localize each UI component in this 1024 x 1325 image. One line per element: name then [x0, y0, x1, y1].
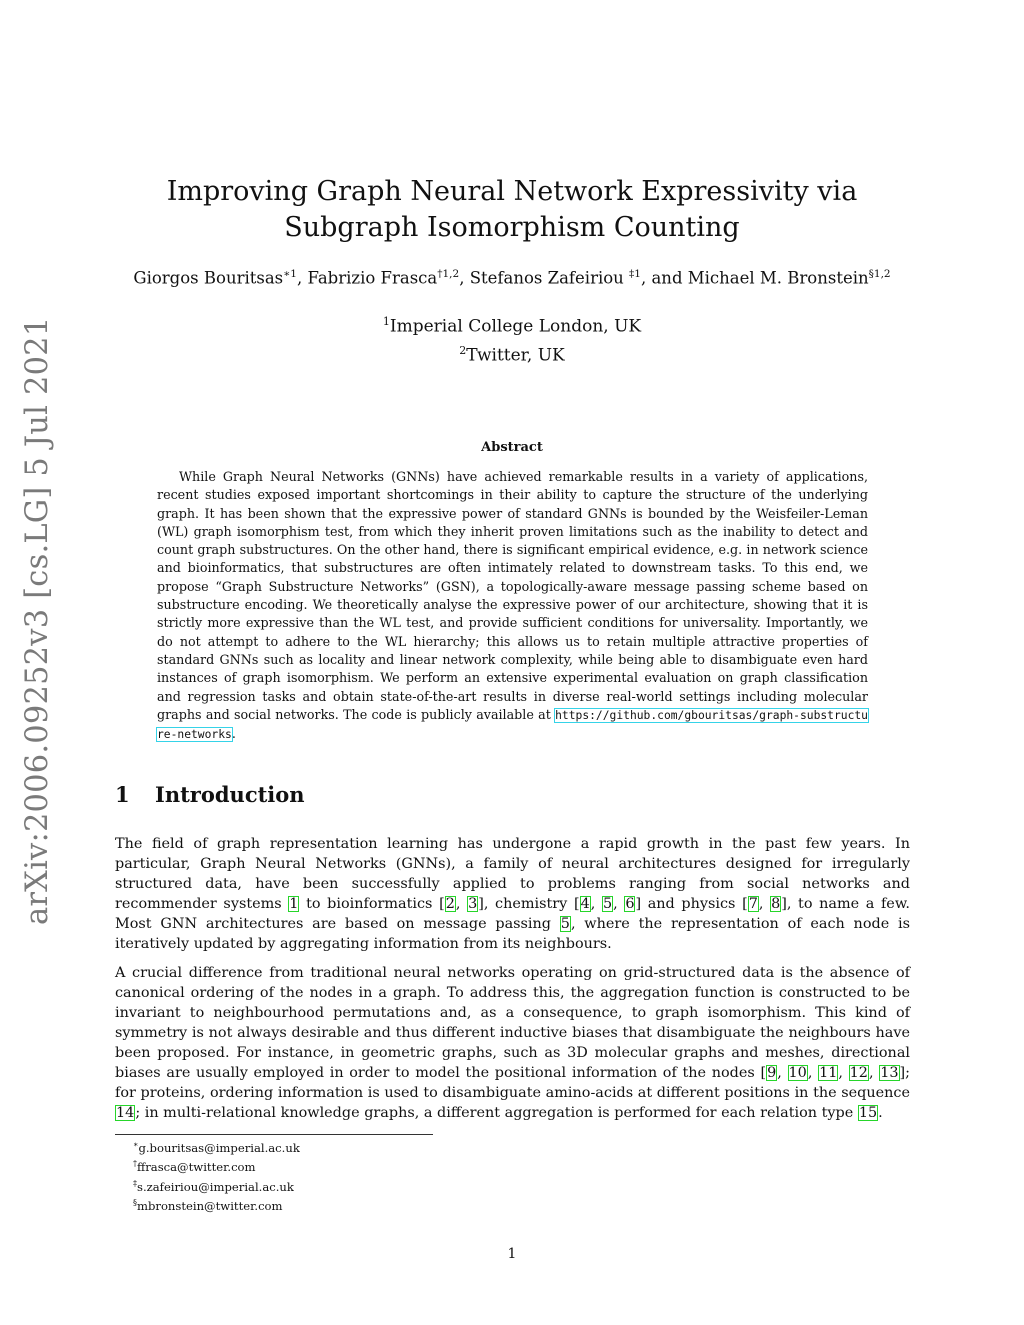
paragraph-text: , — [868, 1065, 880, 1081]
author-list — [90, 268, 934, 288]
code-repository-link[interactable]: https://github.com/gbouritsas/graph-substructure-networks — [157, 708, 868, 742]
footnote-email: s.zafeiriou@imperial.ac.uk — [137, 1179, 294, 1194]
affiliation-text: Twitter, UK — [466, 345, 565, 366]
affiliation — [260, 310, 764, 339]
citation-link[interactable]: 5 — [602, 896, 613, 912]
citation-link[interactable]: 14 — [116, 1105, 135, 1121]
citation-link[interactable]: 8 — [771, 896, 781, 912]
paragraph-text: ], chemistry [ — [478, 896, 580, 912]
author-mark: §1,2 — [868, 268, 891, 280]
footnotes — [133, 1137, 300, 1214]
affiliations — [260, 310, 764, 367]
paragraph-text: A crucial difference from traditional neural networks operating on grid-structured data is the absence of canonical ordering of the nodes in a graph. To address this, the aggregation function is constructed to be invariant to neighbourhood permutations and, as a consequence, to graph isomorphism. This kind of symmetry is not always desirable and thus different inductive biases that disambiguate the neighbours have been proposed. For instance, in geometric graphs, such as 3D molecular graphs and meshes, directional biases are usually employed in order to model the positional information of the nodes [ — [115, 965, 910, 1081]
footnote-mark: ∗ — [133, 1140, 139, 1149]
citation-link[interactable]: 4 — [580, 896, 590, 912]
citation-link[interactable]: 6 — [625, 896, 635, 912]
paragraph-text: , — [758, 896, 771, 912]
author-mark: ∗1 — [283, 268, 297, 280]
author-name: Michael M. Bronstein — [687, 268, 869, 288]
section-title: Introduction — [155, 782, 305, 807]
affiliation — [260, 339, 764, 368]
footnote-mark: † — [133, 1159, 137, 1169]
paragraph-text: ], to name a few. Most GNN architectures are based on message passing — [115, 896, 911, 932]
author-separator: , — [296, 268, 308, 288]
paragraph-text: , — [613, 896, 625, 912]
citation-link[interactable]: 1 — [289, 896, 299, 912]
citation-link[interactable]: 12 — [849, 1065, 868, 1081]
paper-title: Improving Graph Neural Network Expressivity via Subgraph Isomorphism Counting — [166, 176, 858, 243]
author-mark: †1,2 — [437, 268, 460, 280]
affiliation-mark: 2 — [459, 343, 467, 357]
paragraph-text: The field of graph representation learning has undergone a rapid growth in the past few years. In particular, Graph Neural Networks (GNNs), a family of neural architectures designed for irregularly structured data, have been successfully applied to problems ranging from social networks and recommender systems — [115, 836, 910, 912]
paragraph-text: ; in multi-relational knowledge graphs, a different aggregation is performed for each relation type — [135, 1105, 858, 1121]
author-name: Fabrizio Frasca — [307, 268, 438, 288]
citation-link[interactable]: 2 — [445, 896, 455, 912]
paragraph-text: , where the representation of each node is iteratively updated by aggregating information from its neighbours. — [115, 916, 910, 952]
paragraph-text: , — [455, 896, 468, 912]
citation-link[interactable]: 15 — [858, 1105, 878, 1121]
affiliation-mark: 1 — [382, 315, 390, 328]
citation-link[interactable]: 11 — [819, 1065, 838, 1081]
author-mark: ‡1 — [629, 268, 641, 280]
citation-link[interactable]: 5 — [560, 916, 570, 932]
footnote — [133, 1176, 300, 1195]
section-heading — [115, 782, 305, 807]
abstract-end: . — [231, 726, 236, 742]
footnote-email: ffrasca@twitter.com — [137, 1160, 256, 1175]
abstract-text: While Graph Neural Networks (GNNs) have achieved remarkable results in a variety of applications, recent studies exposed important shortcomings in their ability to capture the structure of the underlying graph. It has been shown that the expressive power of standard GNNs is bounded by the Weisfeiler-Leman (WL) graph isomorphism test, from which they inherit proven limitations such as the inability to detect and count graph substructures. On the other hand, there is significant empirical evidence, e.g. in network science and bioinformatics, that substructures are often intimately related to downstream tasks. To this end, we propose “Graph Substructure Networks” (GSN), a topologically-aware message passing scheme based on substructure encoding. We theoretically analyse the expressive power of our architecture, showing that it is strictly more expressive than the WL test, and provide sufficient conditions for universality. Importantly, we do not attempt to adhere to the WL hierarchy; this allows us to retain multiple attractive properties of standard GNNs such as locality and linear network complexity, while being able to disambiguate even hard instances of graph isomorphism. We perform an extensive experimental evaluation on graph classification and regression tasks and obtain state-of-the-art results in diverse real-world settings including molecular graphs and social networks. The code is publicly available at — [157, 469, 868, 722]
page-number: 1 — [507, 1246, 517, 1262]
paragraph-text: . — [878, 1105, 883, 1121]
body-paragraph-1 — [115, 834, 910, 954]
affiliation-text: Imperial College London, UK — [389, 316, 642, 337]
body-paragraph-2 — [115, 963, 910, 1123]
footnote-divider — [115, 1134, 433, 1135]
citation-link[interactable]: 13 — [880, 1065, 899, 1081]
author-separator: , — [459, 268, 470, 288]
author-name: Stefanos Zafeiriou — [469, 268, 630, 288]
paragraph-text: to bioinformatics [ — [299, 896, 445, 912]
footnote-mark: ‡ — [133, 1178, 137, 1188]
paragraph-text: , — [807, 1065, 819, 1081]
citation-link[interactable]: 10 — [788, 1065, 807, 1081]
citation-link[interactable]: 7 — [748, 896, 758, 912]
footnote-mark: § — [133, 1197, 137, 1207]
citation-link[interactable]: 9 — [767, 1065, 777, 1081]
citation-link[interactable]: 3 — [468, 896, 478, 912]
author-name: Giorgos Bouritsas — [133, 268, 284, 288]
arxiv-identifier-stamp: arXiv:2006.09252v3 [cs.LG] 5 Jul 2021 — [20, 316, 55, 925]
paragraph-text: , — [777, 1065, 788, 1081]
paragraph-text: , — [838, 1065, 849, 1081]
paragraph-text: ] and physics [ — [635, 896, 748, 912]
paragraph-text: ]; for proteins, ordering information is used to disambiguate amino-acids at different positions in the sequence — [115, 1065, 911, 1101]
footnote — [133, 1156, 300, 1175]
footnote — [133, 1195, 300, 1214]
abstract-body — [157, 468, 868, 744]
footnote-email: mbronstein@twitter.com — [137, 1198, 283, 1213]
footnote-email: g.bouritsas@imperial.ac.uk — [138, 1140, 300, 1155]
paragraph-text: , — [590, 896, 602, 912]
author-separator: , and — [640, 268, 688, 288]
abstract-heading: Abstract — [481, 440, 543, 455]
footnote — [133, 1137, 300, 1156]
section-number: 1 — [115, 782, 130, 807]
